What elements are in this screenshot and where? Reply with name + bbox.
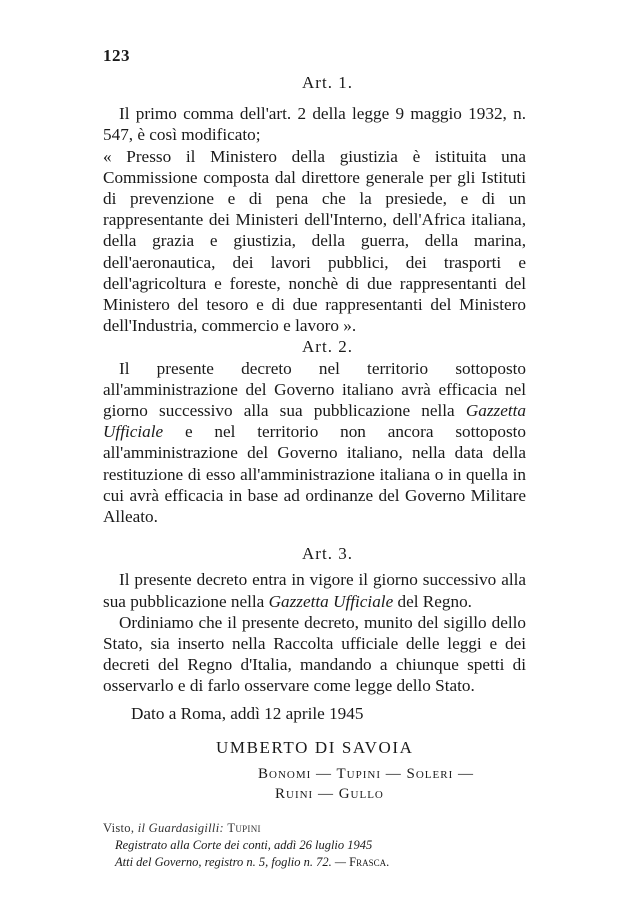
article-3-text [103,569,526,611]
visto-label: Visto, [103,821,135,836]
article-2-heading: Art. 2. [302,337,353,357]
acts-register-line [103,854,526,871]
article-1-heading: Art. 1. [302,73,353,92]
sovereign-signature: UMBERTO DI SAVOIA [216,737,414,757]
article-2-text [103,358,526,528]
acts-register-text: Atti del Governo, registro n. 5, foglio n. 72. — [115,855,347,870]
decree-body [103,72,526,871]
article-3-text-a: Il presente decreto entra in vigore il giorno successivo alla sua pubblicazione nella [103,570,526,611]
ministers-signatures-2: Ruini — Gullo [275,786,384,803]
article-2-text-b: e nel territorio non ancora sottoposto all'amministrazione del Governo italiano, nella data della restituzione di esso all'amministrazione italiana o in quella in cui avrà efficacia in base ad ordinanze del Governo Militare Alleato. [103,422,526,527]
visto-guardasigilli: il Guardasigilli: [137,821,224,836]
visto-line [103,820,526,837]
date-place-line: Dato a Roma, addì 12 aprile 1945 [131,703,364,723]
article-1-intro: Il primo comma dell'art. 2 della legge 9 maggio 1932, n. 547, è così modificato; [103,104,526,145]
gazzetta-ufficiale-ref: Gazzetta Ufficiale [103,401,526,442]
article-1-quote: « Presso il Ministero della giustizia è istituita una Commissione composta dal direttore generale per gli Istituti di prevenzione e di pena che la presiede, e di un rappresentante dei Ministeri dell'Interno, dell'Africa italiana, della grazia e giustizia, della guerra, della marina, dell'aeronautica, dei lavori pubblici, dei trasporti e dell'agricoltura e foreste, nonchè di due rappresentanti del Ministero del tesoro e di due rappresentanti del Ministero dell'Industria, commercio e lavoro ». [103,146,526,336]
page-number: 123 [103,46,130,65]
registrar-name: Frasca. [349,855,390,870]
promulgation-clause: Ordiniamo che il presente decreto, munito del sigillo dello Stato, sia inserto nella Raccolta ufficiale delle leggi e dei decreti del Regno d'Italia, mandando a chiunque spetti di osservarlo e di farlo osservare come legge dello Stato. [103,612,526,696]
visto-name: Tupini [227,821,261,836]
gazzetta-ufficiale-ref: Gazzetta Ufficiale [268,591,394,611]
article-3-heading: Art. 3. [302,544,353,564]
registration-line: Registrato alla Corte dei conti, addì 26 luglio 1945 [115,838,373,853]
article-2-text-a: Il presente decreto nel territorio sottoposto all'amministrazione del Governo italiano avrà efficacia nel giorno successivo alla sua pubblicazione nella [103,358,526,421]
article-3-text-b: del Regno. [393,591,472,611]
ministers-signatures-1: Bonomi — Tupini — Soleri — [258,766,474,783]
